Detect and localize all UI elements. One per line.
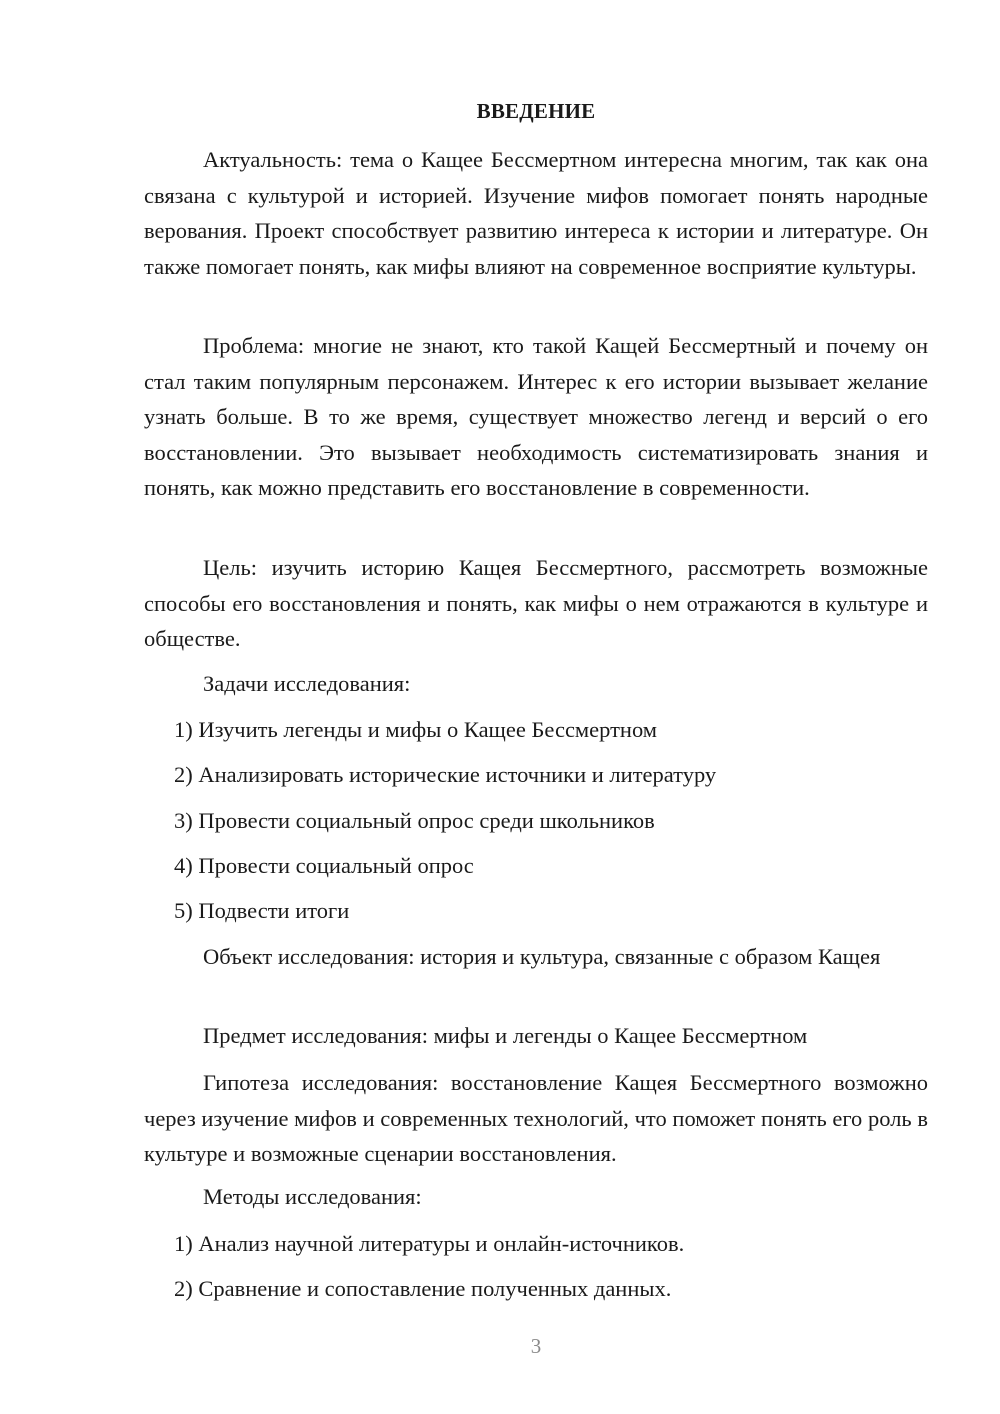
page-number: 3 — [530, 1334, 542, 1358]
method-item: 2) Сравнение и сопоставление полученных данных. — [174, 1276, 672, 1301]
task-item: 1) Изучить легенды и мифы о Кащее Бессмертном — [174, 717, 658, 742]
task-item: 5) Подвести итоги — [174, 898, 350, 923]
method-item: 1) Анализ научной литературы и онлайн-источников. — [174, 1231, 685, 1256]
task-item: 3) Провести социальный опрос среди школьников — [174, 808, 655, 833]
tasks-heading: Задачи исследования: — [203, 671, 411, 696]
problem-paragraph: Проблема: многие не знают, кто такой Кащей Бессмертный и почему он стал таким популярным персонажем. Интерес к его истории вызывает желание узнать больше. В то же время, существует множество легенд и версий о его восстановлении. Это вызывает необходимость систематизировать знания и понять, как можно представить его восстановление в современности. — [144, 333, 928, 501]
task-item: 4) Провести социальный опрос — [174, 853, 474, 878]
section-title: ВВЕДЕНИЕ — [476, 99, 596, 123]
relevance-paragraph: Актуальность: тема о Кащее Бессмертном интересна многим, так как она связана с культурой и историей. Изучение мифов помогает понять народные верования. Проект способствует развитию интереса к истории и литературе. Он также помогает понять, как мифы влияют на современное восприятие культуры. — [144, 147, 928, 279]
hypothesis-paragraph: Гипотеза исследования: восстановление Кащея Бессмертного возможно через изучение мифов и современных технологий, что поможет понять его роль в культуре и возможные сценарии восстановления. — [144, 1070, 928, 1167]
goal-paragraph: Цель: изучить историю Кащея Бессмертного, рассмотреть возможные способы его восстановления и понять, как мифы о нем отражаются в культуре и обществе. — [144, 555, 928, 652]
task-item: 2) Анализировать исторические источники и литературу — [174, 762, 717, 787]
object-paragraph: Объект исследования: история и культура, связанные с образом Кащея — [203, 944, 881, 969]
methods-heading: Методы исследования: — [203, 1184, 422, 1209]
subject-paragraph: Предмет исследования: мифы и легенды о Кащее Бессмертном — [203, 1023, 808, 1048]
